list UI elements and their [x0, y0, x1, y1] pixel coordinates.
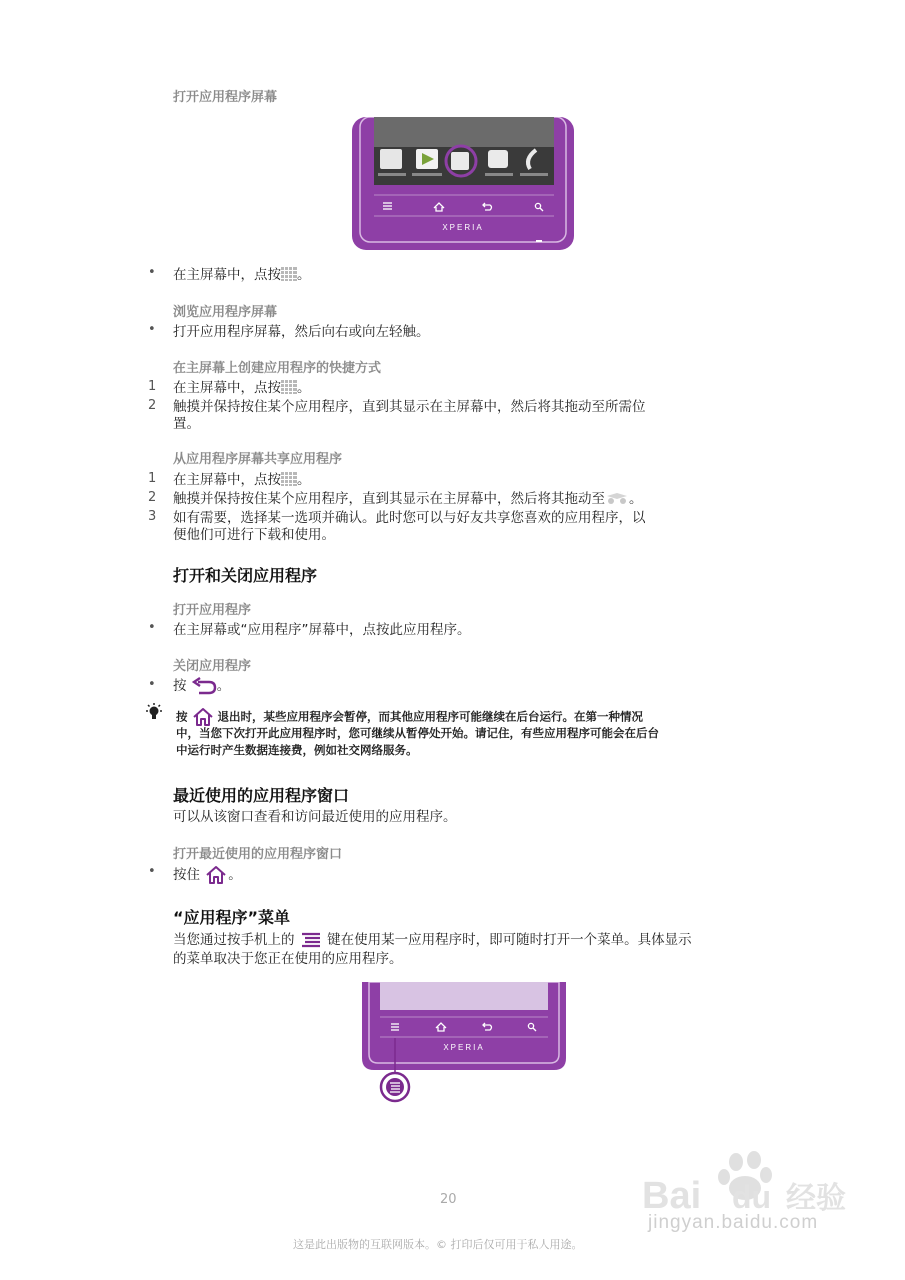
share-icon: [605, 492, 629, 506]
bullet-text: 按住: [173, 867, 200, 883]
heading-app-menu: “应用程序”菜单: [173, 908, 291, 927]
apps-grid-icon: [281, 472, 297, 486]
heading-open-close: 打开和关闭应用程序: [173, 566, 318, 585]
watermark-url: jingyan.baidu.com: [648, 1212, 819, 1233]
svg-text:du: du: [732, 1179, 772, 1215]
apps-grid-icon: [281, 267, 297, 281]
bullet-dot: •: [148, 322, 156, 337]
bullet-close-app: [173, 677, 230, 696]
phone-home-screen-illustration: [350, 117, 576, 253]
step-number: 1: [148, 471, 157, 486]
phone-brand-label: XPERIA: [442, 223, 484, 232]
step-end: 。: [297, 380, 311, 396]
bullet-text: 按: [173, 678, 187, 694]
section-title-close-app: 关闭应用程序: [173, 659, 252, 674]
section-title-open-app-screen: 打开应用程序屏幕: [173, 90, 278, 105]
tip-line-1: [176, 707, 643, 727]
bullet-browse: 打开应用程序屏幕，然后向右或向左轻触。: [173, 324, 430, 340]
lightbulb-tip-icon: [145, 703, 163, 723]
desc-text: 当您通过按手机上的: [173, 932, 295, 948]
step-shortcut-2-cont: 置。: [173, 416, 200, 432]
page-number: 20: [440, 1192, 457, 1207]
menu-icon: [299, 931, 323, 949]
step-number: 1: [148, 379, 157, 394]
step-text: 在主屏幕中，点按: [173, 380, 281, 396]
bullet-end: 。: [216, 678, 231, 694]
bullet-dot: •: [148, 677, 156, 692]
bullet-end: 。: [228, 867, 242, 883]
phone-brand-label: XPERIA: [443, 1043, 485, 1052]
desc-text: 键在使用某一应用程序时，即可随时打开一个菜单。具体显示: [327, 932, 692, 948]
section-title-open-app: 打开应用程序: [173, 603, 252, 618]
svg-text:经验: 经验: [786, 1181, 846, 1216]
bullet-dot: •: [148, 864, 156, 879]
step-share-3-cont: 便他们可进行下载和使用。: [173, 527, 335, 543]
menu-description-line-1: [173, 931, 692, 950]
bullet-dot: •: [148, 265, 156, 280]
home-icon: [204, 865, 228, 885]
bullet-open-app-screen: [173, 266, 311, 285]
step-shortcut-2: 触摸并保持按住某个应用程序，直到其显示在主屏幕中，然后将其拖动至所需位: [173, 399, 646, 415]
step-number: 2: [148, 398, 157, 413]
bullet-open-app: 在主屏幕或“应用程序”屏幕中，点按此应用程序。: [173, 622, 471, 638]
heading-recent-apps: 最近使用的应用程序窗口: [173, 786, 350, 805]
step-end: 。: [297, 472, 311, 488]
section-title-browse: 浏览应用程序屏幕: [173, 305, 278, 320]
step-number: 2: [148, 490, 157, 505]
phone-menu-key-illustration: [360, 982, 568, 1104]
step-share-1: [173, 471, 311, 490]
section-title-share: 从应用程序屏幕共享应用程序: [173, 452, 343, 467]
tip-lead: 按: [176, 709, 188, 724]
apps-grid-icon: [281, 380, 297, 394]
section-title-recent-window: 打开最近使用的应用程序窗口: [173, 847, 343, 862]
tip-line-2: 中，当您下次打开此应用程序时，您可继续从暂停处开始。请记住，有些应用程序可能会在后台: [176, 726, 659, 740]
recent-apps-description: 可以从该窗口查看和访问最近使用的应用程序。: [173, 809, 457, 825]
bullet-recent-window: [173, 865, 242, 885]
tip-line-3: 中运行时产生数据连接费，例如社交网络服务。: [176, 743, 418, 757]
svg-text:Bai: Bai: [642, 1175, 702, 1217]
step-number: 3: [148, 509, 157, 524]
bullet-text: 在主屏幕中，点按: [173, 267, 281, 283]
section-title-shortcut: 在主屏幕上创建应用程序的快捷方式: [173, 361, 382, 376]
footer-note: 这是此出版物的互联网版本。© 打印后仅可用于私人用途。: [293, 1238, 583, 1251]
back-icon: [191, 677, 217, 695]
tip-text: 退出时，某些应用程序会暂停，而其他应用程序可能继续在后台运行。在第一种情况: [217, 709, 644, 724]
step-end: 。: [629, 491, 643, 507]
step-share-2: [173, 490, 643, 509]
step-share-3: 如有需要，选择某一选项并确认。此时您可以与好友共享您喜欢的应用程序，以: [173, 510, 646, 526]
bullet-dot: •: [148, 620, 156, 635]
bullet-end: 。: [297, 267, 311, 283]
home-icon: [192, 707, 214, 727]
step-text: 触摸并保持按住某个应用程序，直到其显示在主屏幕中，然后将其拖动至: [173, 491, 605, 507]
step-text: 在主屏幕中，点按: [173, 472, 281, 488]
menu-description-line-2: 的菜单取决于您正在使用的应用程序。: [173, 951, 403, 967]
step-shortcut-1: [173, 379, 311, 398]
